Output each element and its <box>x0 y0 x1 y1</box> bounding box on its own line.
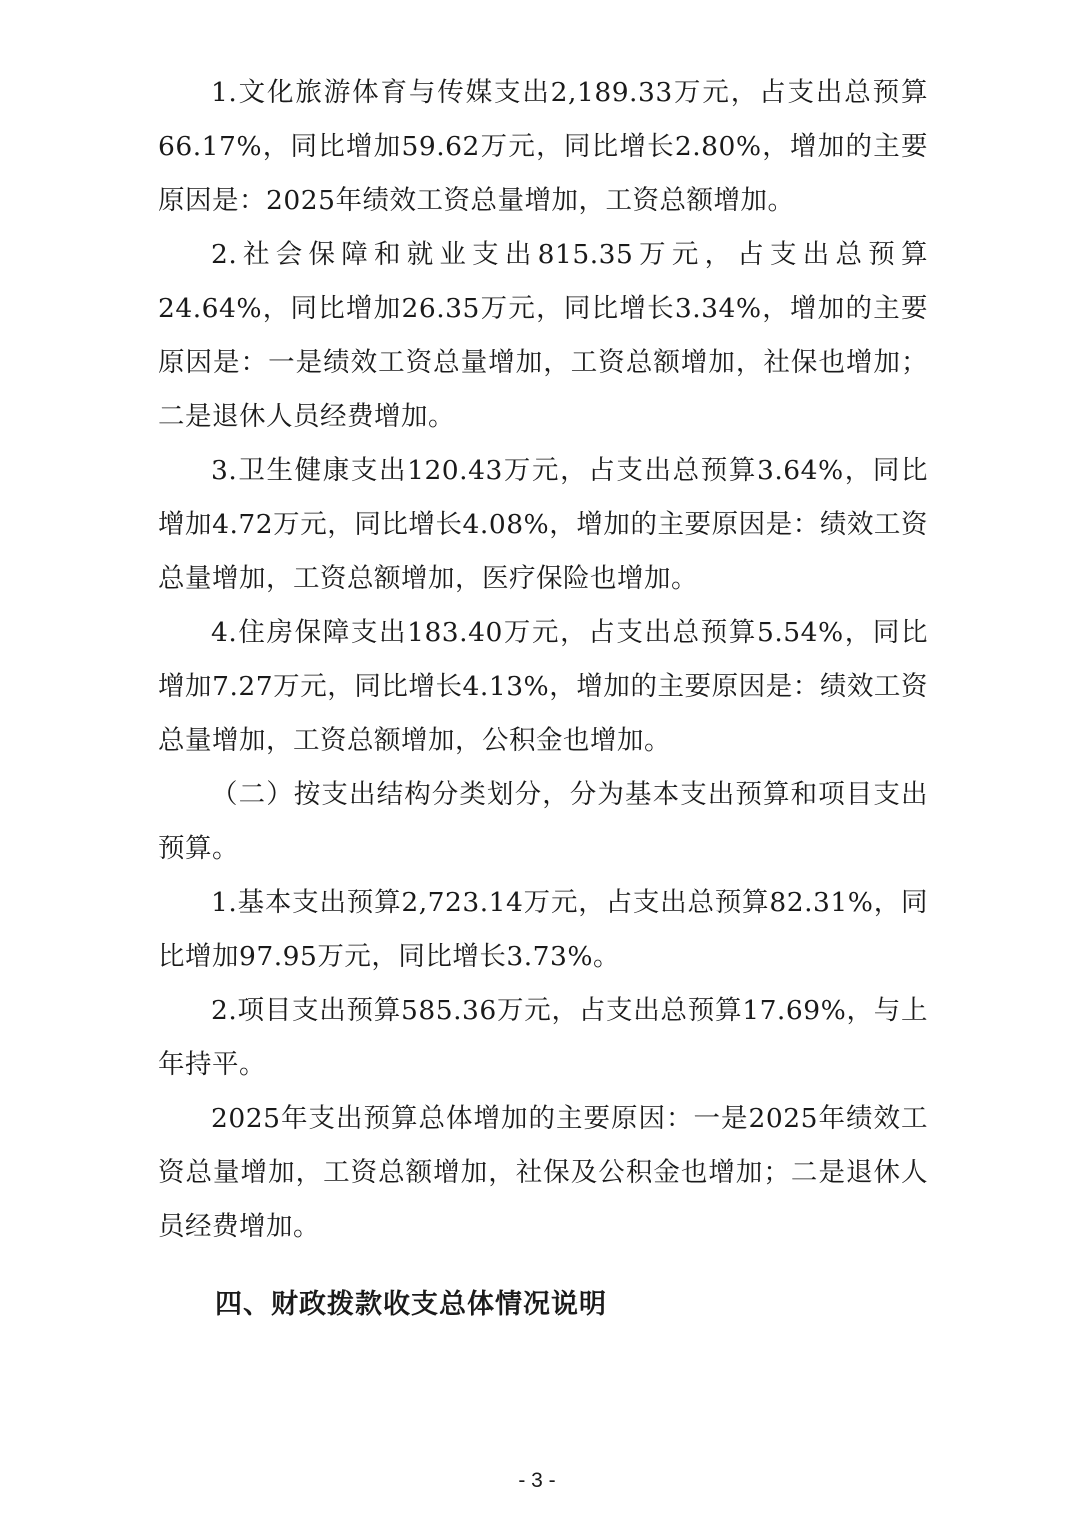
paragraph-overall-increase-reason: 2025年支出预算总体增加的主要原因：一是2025年绩效工资总量增加，工资总额增加，社保及公积金也增加；二是退休人员经费增加。 <box>158 1103 928 1242</box>
page-number: - 3 - <box>518 1469 556 1492</box>
paragraph-basic-expenditure: 1.基本支出预算2,723.14万元，占支出总预算82.31%，同比增加97.95万元，同比增长3.73%。 <box>158 887 928 972</box>
document-body <box>158 66 928 1254</box>
paragraph-housing: 4.住房保障支出183.40万元，占支出总预算5.54%，同比增加7.27万元，同比增长4.13%，增加的主要原因是：绩效工资总量增加，工资总额增加，公积金也增加。 <box>158 617 928 756</box>
paragraph-culture-tourism: 1.文化旅游体育与传媒支出2,189.33万元，占支出总预算66.17%，同比增加59.62万元，同比增长2.80%，增加的主要原因是：2025年绩效工资总量增加，工资总额增加。 <box>158 77 928 216</box>
paragraph-structure-classification: （二）按支出结构分类划分，分为基本支出预算和项目支出预算。 <box>158 779 928 864</box>
section-heading: 四、财政拨款收支总体情况说明 <box>215 1289 607 1320</box>
paragraph-project-expenditure: 2.项目支出预算585.36万元，占支出总预算17.69%，与上年持平。 <box>158 995 928 1080</box>
paragraph-health: 3.卫生健康支出120.43万元，占支出总预算3.64%，同比增加4.72万元，同比增长4.08%，增加的主要原因是：绩效工资总量增加，工资总额增加，医疗保险也增加。 <box>158 455 928 594</box>
paragraph-social-security: 2.社会保障和就业支出815.35万元，占支出总预算24.64%，同比增加26.35万元，同比增长3.34%，增加的主要原因是：一是绩效工资总量增加，工资总额增加，社保也增加；二是退休人员经费增加。 <box>158 239 928 432</box>
